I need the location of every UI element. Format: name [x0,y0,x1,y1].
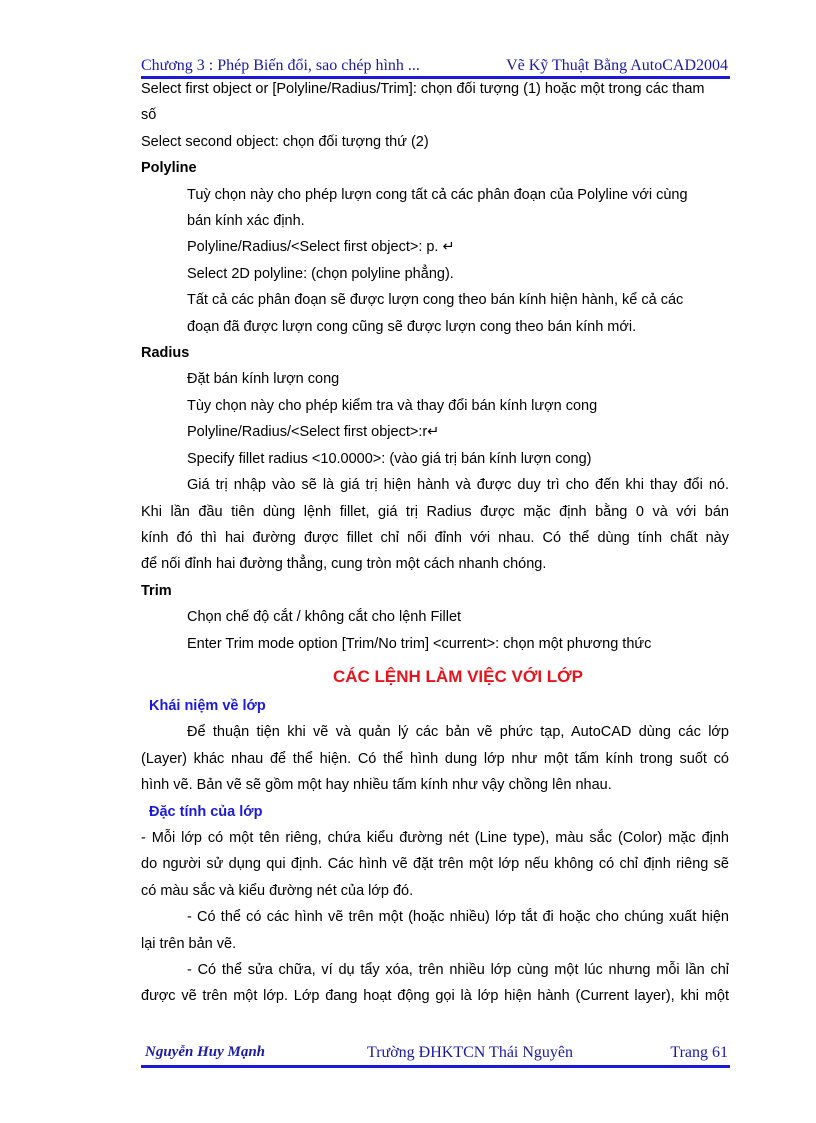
footer-divider [141,1065,730,1068]
text-line: Enter Trim mode option [Trim/No trim] <current>: chọn một phương thức [187,635,652,652]
text-line: Giá trị nhập vào sẽ là giá trị hiện hành và được duy trì cho đến khi thay đổi nó. [187,477,729,494]
text-line: Tuỳ chọn này cho phép lượn cong tất cả các phân đoạn của Polyline với cùng [187,186,688,203]
text-line: Khi lần đầu tiên dùng lệnh fillet, giá trị Radius được mặc định bằng 0 và với bán [141,503,729,520]
chapter-title: Chương 3 : Phép Biến đổi, sao chép hình ... [141,57,420,74]
text-line: (Layer) khác nhau để thể hiện. Có thể hình dung lớp như một tấm kính trong suốt có [141,750,729,767]
heading-radius: Radius [141,345,190,362]
text-line: lại trên bản vẽ. [141,935,237,952]
text-line: Tùy chọn này cho phép kiểm tra và thay đổi bán kính lượn cong [187,397,598,414]
author-name: Nguyễn Huy Mạnh [145,1044,266,1060]
section-title: CÁC LỆNH LÀM VIỆC VỚI LỚP [332,666,583,686]
page-footer [141,1042,730,1068]
text-line: để nối đỉnh hai đường thẳng, cung tròn một cách nhanh chóng. [141,556,547,573]
text-line: - Có thể sửa chữa, ví dụ tẩy xóa, trên nhiều lớp cùng một lúc nhưng mỗi lần chỉ [187,962,729,978]
text-line: số [141,107,157,124]
heading-trim: Trim [141,582,172,599]
school-name: Trường ĐHKTCN Thái Nguyên [367,1044,574,1061]
text-line: - Có thể có các hình vẽ trên một (hoặc nhiều) lớp tắt đi hoặc cho chúng xuất hiện [187,909,729,926]
text-line: Đặt bán kính lượn cong [187,371,340,388]
text-line: Select 2D polyline: (chọn polyline phẳng). [187,265,454,282]
text-line: có màu sắc và kiểu đường nét của lớp đó. [141,882,414,899]
text-line: kính đó thì hai đường được fillet chỉ nối đỉnh với nhau. Có thể dùng tính chất này [141,529,729,546]
page-content [141,76,729,1010]
text-line: đoạn đã được lượn cong cũng sẽ được lượn cong theo bán kính mới. [187,318,637,335]
text-line: Chọn chế độ cắt / không cắt cho lệnh Fillet [187,609,462,626]
text-line: - Mỗi lớp có một tên riêng, chứa kiểu đường nét (Line type), màu sắc (Color) mặc định [141,829,729,846]
text-line: Polyline/Radius/<Select first object>: p. ↵ [187,239,455,256]
subheading-properties: Đặc tính của lớp [149,803,263,820]
text-line: Specify fillet radius <10.0000>: (vào giá trị bán kính lượn cong) [187,450,592,467]
text-line: Tất cả các phân đoạn sẽ được lượn cong theo bán kính hiện hành, kể cả các [187,292,684,309]
heading-polyline: Polyline [141,160,197,177]
subheading-concept: Khái niệm về lớp [149,697,266,714]
text-line: Để thuận tiện khi vẽ và quản lý các bản vẽ phức tạp, AutoCAD dùng các lớp [187,724,729,741]
text-line: do người sử dụng qui định. Các hình vẽ đặt trên một lớp nếu không có chỉ định riêng sẽ [141,856,729,873]
text-line: Polyline/Radius/<Select first object>:r↵ [187,424,440,441]
text-line: Select second object: chọn đối tượng thứ (2) [141,133,429,150]
text-line: Select first object or [Polyline/Radius/Trim]: chọn đối tượng (1) hoặc một trong các tham [141,81,705,97]
page-number: Trang 61 [670,1044,728,1061]
text-line: bán kính xác định. [187,213,305,230]
book-title: Vẽ Kỹ Thuật Bằng AutoCAD2004 [506,57,728,74]
text-line: hình vẽ. Bản vẽ sẽ gồm một hay nhiều tấm kính như vậy chồng lên nhau. [141,777,612,794]
text-line: được vẽ trên một lớp. Lớp đang hoạt động gọi là lớp hiện hành (Current layer), khi một [141,988,729,1005]
